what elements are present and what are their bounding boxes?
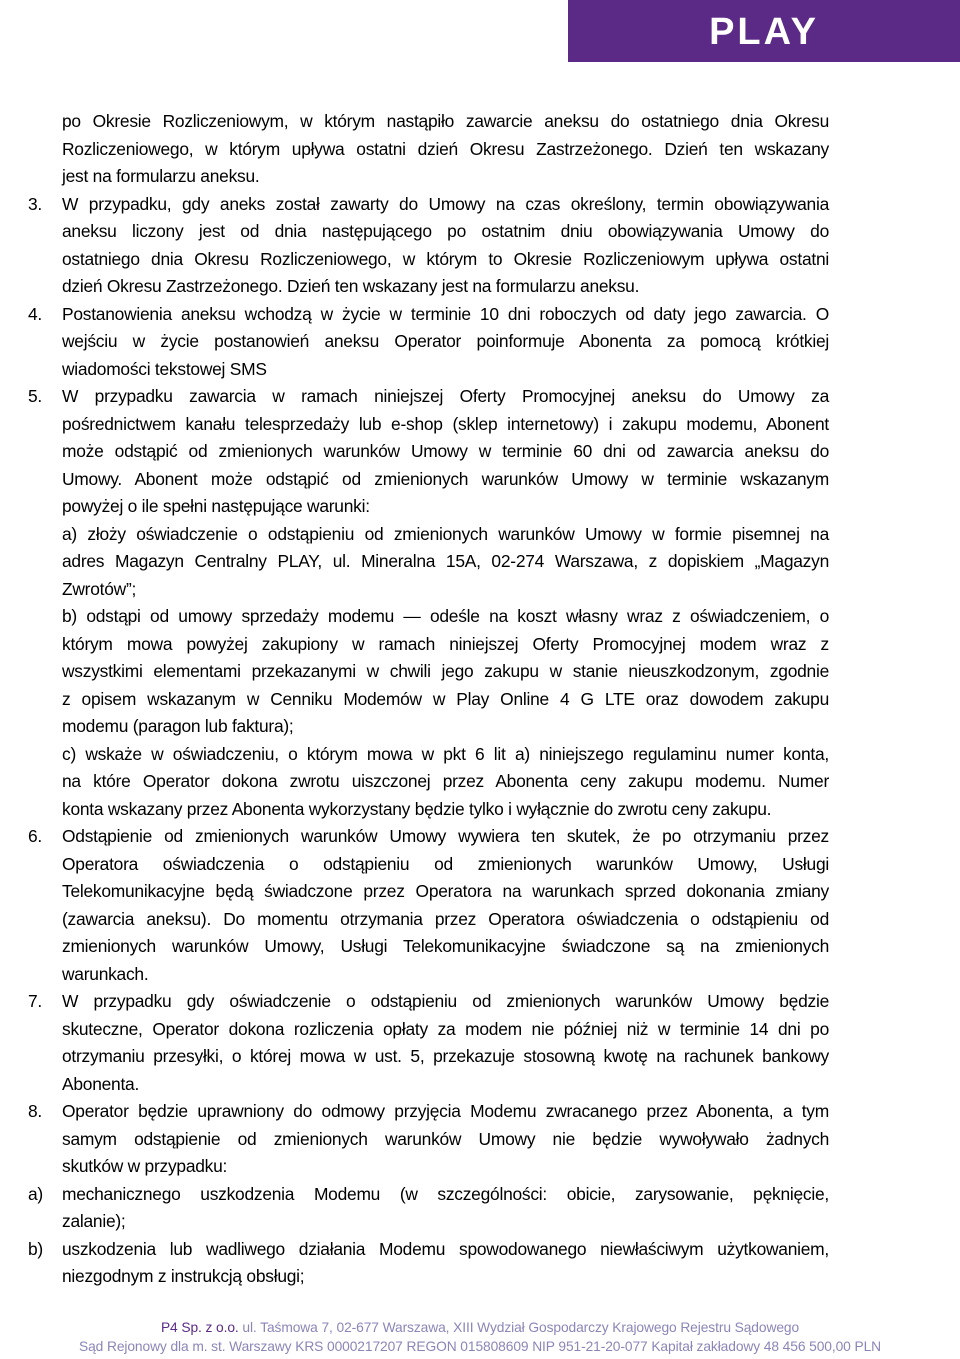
paragraph-line <box>0 906 829 934</box>
line-text: Umowy. Abonent może odstąpić od zmienionych warunków Umowy w terminie wskazanym <box>62 468 829 489</box>
line-text: adres Magazyn Centralny PLAY, ul. Mineralna 15A, 02-274 Warszawa, z dopiskiem „Magazyn <box>62 551 829 571</box>
line-text: konta wskazany przez Abonenta wykorzystany będzie tylko i wyłącznie do zwrotu ceny zakupu. <box>62 798 772 819</box>
paragraph-line <box>0 1043 829 1071</box>
paragraph-line <box>0 273 829 301</box>
line-text: W przypadku zawarcia w ramach niniejszej Oferty Promocyjnej aneksu do Umowy za <box>62 386 829 406</box>
paragraph-line <box>0 658 829 686</box>
document-body <box>0 108 960 1291</box>
paragraph-line <box>0 1126 829 1154</box>
paragraph-line <box>0 1016 829 1044</box>
paragraph-line <box>0 1098 829 1126</box>
line-text: po Okresie Rozliczeniowym, w którym nastąpiło zawarcie aneksu do ostatniego dnia Okresu <box>62 111 829 131</box>
line-text: z opisem wskazanym w Cenniku Modemów w Play Online 4 G LTE oraz dowodem zakupu <box>62 688 829 709</box>
line-text: powyżej o ile spełni następujące warunki: <box>62 496 370 516</box>
list-number: 6. <box>28 826 43 846</box>
paragraph-line <box>0 1153 829 1181</box>
footer-address: ul. Taśmowa 7, 02-677 Warszawa, XIII Wydział Gospodarczy Krajowego Rejestru Sądowego <box>238 1320 800 1335</box>
paragraph-line <box>0 438 829 466</box>
footer-company: P4 Sp. z o.o. <box>160 1320 239 1335</box>
paragraph-line <box>0 548 829 576</box>
footer-line-2: Sąd Rejonowy dla m. st. Warszawy KRS 0000217207 REGON 015808609 NIP 951-21-20-077 Kapitał zakładowy 48 456 500,00 PLN <box>78 1339 882 1354</box>
line-text: ostatniego dnia Okresu Rozliczeniowego, w którym to Okresie Rozliczeniowym upływa ostatni <box>62 248 829 269</box>
line-text: mechanicznego uszkodzenia Modemu (w szczególności: obicie, zarysowanie, pęknięcie, <box>62 1183 829 1204</box>
line-text: Abonenta. <box>62 1073 140 1094</box>
line-text: skuteczne, Operator dokona rozliczenia opłaty za modem nie później niż w terminie 14 dni po <box>62 1018 829 1039</box>
line-text: może odstąpić od zmienionych warunków Umowy w terminie 60 dni od zawarcia aneksu do <box>62 441 829 461</box>
list-number: 7. <box>28 991 43 1011</box>
line-text: samym odstąpienie od zmienionych warunków Umowy nie będzie wywoływało żadnych <box>62 1128 829 1149</box>
paragraph-line <box>0 631 829 659</box>
line-text: uszkodzenia lub wadliwego działania Modemu spowodowanego niewłaściwym użytkowaniem, <box>62 1238 829 1259</box>
play-logo-wordmark <box>679 15 849 47</box>
line-text: Operator będzie uprawniony do odmowy przyjęcia Modemu zwracanego przez Abonenta, a tym <box>62 1101 829 1121</box>
paragraph-line <box>0 246 829 274</box>
line-text: a) złoży oświadczenie o odstąpieniu od zmienionych warunków Umowy w formie pisemnej na <box>62 523 829 544</box>
line-text: wiadomości tekstowej SMS <box>62 358 267 379</box>
paragraph-line <box>0 383 829 411</box>
paragraph-line <box>0 1236 829 1264</box>
paragraph-line <box>0 163 829 191</box>
paragraph-line <box>0 878 829 906</box>
line-text: wszystkimi elementami przekazanymi w chwili jego zakupu w stanie nieuszkodzonym, zgodnie <box>62 661 829 681</box>
list-number: a) <box>28 1183 43 1204</box>
line-text: Operatora oświadczenia o odstąpieniu od zmienionych warunków Umowy, Usługi <box>62 853 829 874</box>
line-text: niezgodnym z instrukcją obsługi; <box>62 1266 305 1286</box>
paragraph-line <box>0 411 829 439</box>
line-text: skutków w przypadku: <box>62 1156 228 1176</box>
list-number: 3. <box>28 193 43 214</box>
paragraph-line <box>0 796 829 824</box>
line-text: Odstąpienie od zmienionych warunków Umowy wywiera ten skutek, że po otrzymaniu przez <box>62 826 829 846</box>
paragraph-line <box>0 1071 829 1099</box>
line-text: którym mowa powyżej zakupiony w ramach niniejszej Oferty Promocyjnej modem wraz z <box>62 633 829 654</box>
paragraph-line <box>0 576 829 604</box>
paragraph-line <box>0 686 829 714</box>
line-text: modemu (paragon lub faktura); <box>62 716 294 736</box>
line-text: jest na formularzu aneksu. <box>62 166 260 186</box>
line-text: W przypadku, gdy aneks został zawarty do Umowy na czas określony, termin obowiązywania <box>62 193 829 214</box>
paragraph-line <box>0 108 829 136</box>
paragraph-line <box>0 741 829 769</box>
line-text: dzień Okresu Zastrzeżonego. Dzień ten wskazany jest na formularzu aneksu. <box>62 276 640 296</box>
paragraph-line <box>0 603 829 631</box>
paragraph-line <box>0 191 829 219</box>
list-number: 4. <box>28 303 43 324</box>
list-number: 8. <box>28 1101 43 1121</box>
line-text: pośrednictwem kanału telesprzedaży lub e-shop (sklep internetowy) i zakupu modemu, Abonent <box>62 413 829 434</box>
paragraph-line <box>0 768 829 796</box>
paragraph-line <box>0 521 829 549</box>
line-text: aneksu liczony jest od dnia następującego po ostatnim dniu obowiązywania Umowy do <box>62 221 829 241</box>
paragraph-line <box>0 713 829 741</box>
list-number: 5. <box>28 386 43 406</box>
paragraph-line <box>0 1208 829 1236</box>
line-text: Postanowienia aneksu wchodzą w życie w terminie 10 dni roboczych od daty jego zawarcia. O <box>62 303 829 324</box>
line-text: W przypadku gdy oświadczenie o odstąpieniu od zmienionych warunków Umowy będzie <box>62 991 829 1011</box>
line-text: zalanie); <box>62 1211 126 1231</box>
paragraph-line <box>0 988 829 1016</box>
play-logo <box>568 0 960 62</box>
list-number: b) <box>28 1238 43 1259</box>
line-text: Telekomunikacyjne będą świadczone przez Operatora na warunkach sprzed dokonania zmiany <box>62 881 829 901</box>
line-text: c) wskaże w oświadczeniu, o którym mowa w pkt 6 lit a) niniejszego regulaminu numer konta, <box>62 743 829 764</box>
paragraph-line <box>0 356 829 384</box>
line-text: warunkach. <box>62 963 149 984</box>
line-text: Rozliczeniowego, w którym upływa ostatni dzień Okresu Zastrzeżonego. Dzień ten wskazany <box>62 138 829 159</box>
play-logo-text: PLAY <box>709 15 819 47</box>
line-text: (zawarcia aneksu). Do momentu otrzymania przez Operatora oświadczenia o odstąpieniu od <box>62 908 829 929</box>
paragraph-line <box>0 328 829 356</box>
paragraph-line <box>0 136 829 164</box>
paragraph-line <box>0 493 829 521</box>
paragraph-line <box>0 823 829 851</box>
line-text: wejściu w życie postanowień aneksu Operator poinformuje Abonenta za pomocą krótkiej <box>62 331 829 351</box>
line-text: b) odstąpi od umowy sprzedaży modemu — odeśle na koszt własny wraz z oświadczeniem, o <box>62 606 829 626</box>
line-text: Zwrotów”; <box>62 578 137 599</box>
paragraph-line <box>0 933 829 961</box>
line-text: zmienionych warunków Umowy, Usługi Telekomunikacyjne świadczone są na zmienionych <box>62 936 829 956</box>
paragraph-line <box>0 466 829 494</box>
paragraph-line <box>0 851 829 879</box>
paragraph-line <box>0 961 829 989</box>
paragraph-line <box>0 301 829 329</box>
line-text: na które Operator dokona zwrotu uiszczonej przez Abonenta ceny zakupu modemu. Numer <box>62 771 829 791</box>
paragraph-line <box>0 1181 829 1209</box>
paragraph-line <box>0 1263 829 1291</box>
paragraph-line <box>0 218 829 246</box>
line-text: otrzymaniu przesyłki, o której mowa w ust. 5, przekazuje stosowną kwotę na rachunek bankowy <box>62 1046 829 1066</box>
footer-line-1 <box>0 1320 960 1335</box>
